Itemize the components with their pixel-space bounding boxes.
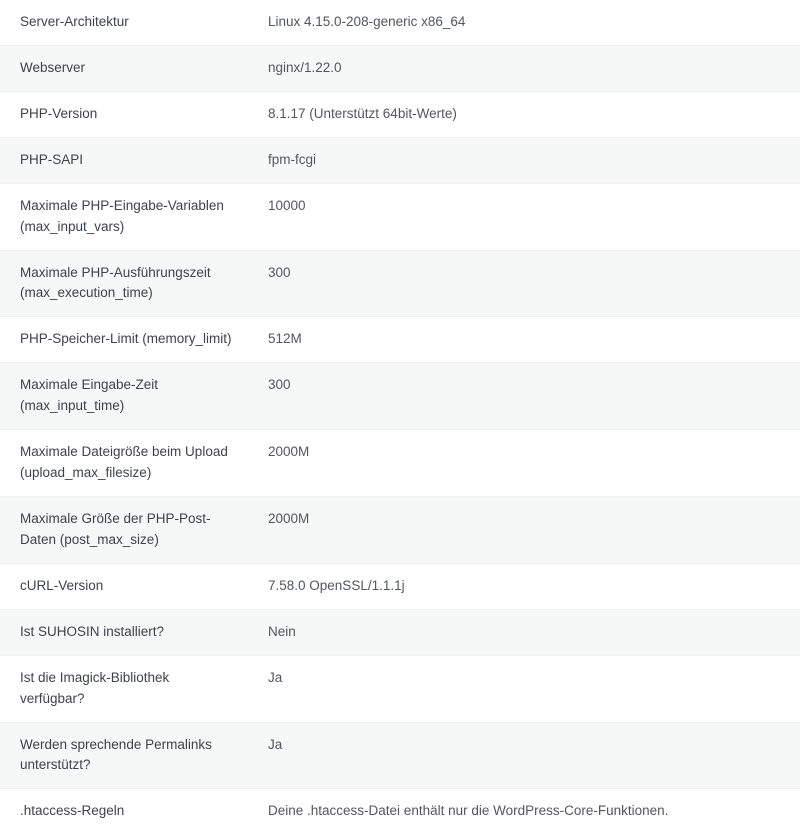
row-label-line: Server-Architektur [20,14,129,29]
row-label-line: verfügbar? [20,690,85,706]
row-label [0,317,260,363]
row-label-line: Daten (post_max_size) [20,531,159,547]
row-value: Ja [260,722,800,789]
row-value: 300 [260,363,800,430]
row-value: 300 [260,250,800,317]
row-label [0,363,260,430]
table-row [0,789,800,834]
row-value: Linux 4.15.0-208-generic x86_64 [260,0,800,45]
table-row [0,496,800,563]
row-value: 2000M [260,430,800,497]
row-label [0,563,260,609]
row-label [0,250,260,317]
row-label-line: (max_execution_time) [20,285,153,301]
row-label [0,137,260,183]
row-value: Nein [260,609,800,655]
table-row [0,137,800,183]
table-row [0,430,800,497]
row-label-line: PHP-SAPI [20,151,84,167]
row-label-line: (upload_max_filesize) [20,465,152,481]
row-label [0,91,260,137]
table-row [0,655,800,722]
table-row [0,183,800,250]
row-label [0,609,260,655]
row-label-line: PHP-Speicher-Limit (memory_limit) [20,331,232,347]
row-label-line: .htaccess-Regeln [20,803,125,819]
row-value: 8.1.17 (Unterstützt 64bit-Werte) [260,91,800,137]
row-value: nginx/1.22.0 [260,45,800,91]
row-label-line: Maximale PHP-Ausführungszeit [20,264,211,280]
row-label-line: Maximale Eingabe-Zeit [20,377,159,393]
row-label [0,655,260,722]
row-label [0,430,260,497]
row-label [0,45,260,91]
row-label-line: Ist die Imagick-Bibliothek [20,669,170,685]
row-label-line: Ist SUHOSIN installiert? [20,623,165,639]
table-row [0,563,800,609]
row-value: 2000M [260,496,800,563]
row-label-line: Maximale Dateigröße beim Upload [20,444,228,460]
row-label [0,0,260,45]
row-label-line: Maximale PHP-Eingabe-Variablen [20,197,224,213]
row-label-line: Webserver [20,59,86,75]
row-value: fpm-fcgi [260,137,800,183]
row-label [0,722,260,789]
row-value: 7.58.0 OpenSSL/1.1.1j [260,563,800,609]
row-label [0,789,260,834]
row-label-line: unterstützt? [20,757,91,773]
row-label [0,496,260,563]
table-row [0,609,800,655]
row-label-line: PHP-Version [20,105,98,121]
row-value: 10000 [260,183,800,250]
table-row [0,0,800,45]
table-row [0,91,800,137]
row-value: Ja [260,655,800,722]
table-row [0,250,800,317]
row-value: Deine .htaccess-Datei enthält nur die WordPress-Core-Funktionen. [268,803,669,819]
row-label-line: (max_input_time) [20,398,125,414]
row-label-line: Maximale Größe der PHP-Post- [20,510,211,526]
row-label-line: (max_input_vars) [20,218,125,234]
row-label [0,183,260,250]
table-row [0,317,800,363]
row-label-line: cURL-Version [20,577,104,593]
table-row [0,722,800,789]
row-label-line: Werden sprechende Permalinks [20,736,212,752]
table-row [0,363,800,430]
table-row [0,45,800,91]
row-value: 512M [260,317,800,363]
